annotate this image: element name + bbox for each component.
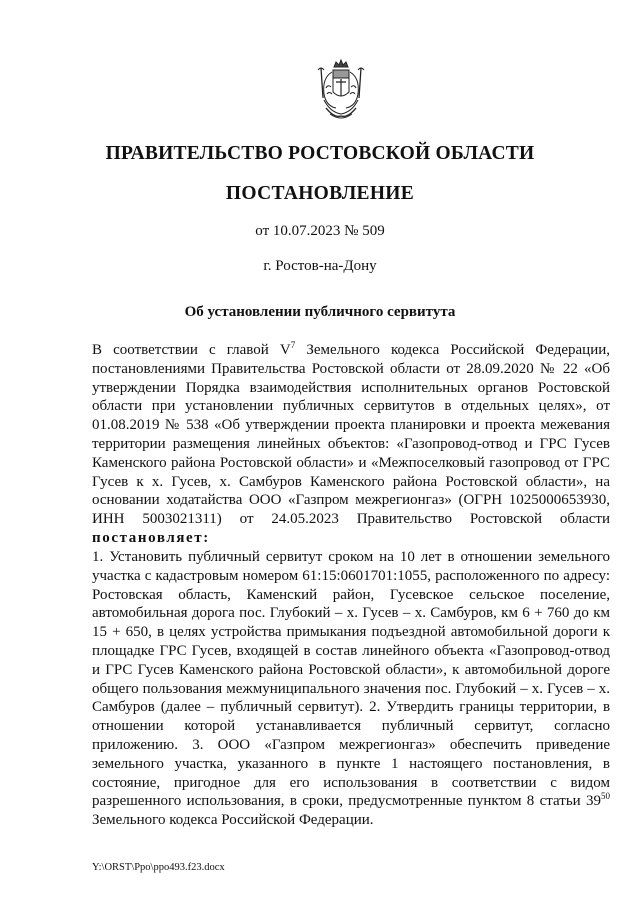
- preamble-line: постановлениями Правительства Ростовской области от 28.09.2020 № 22: [92, 360, 578, 377]
- clause-1-line: расположенного по адресу: Ростовская область, Каменский район, Гусевское: [92, 567, 611, 603]
- clauses-section: [92, 548, 610, 830]
- clause-3-line: 3. ООО «Газпром межрегионгаз» обеспечить приведение земельного: [92, 736, 611, 772]
- resolves-keyword: постановляет:: [92, 529, 210, 546]
- clause-3-text: Земельного: [92, 812, 166, 829]
- preamble-line: межевания территории размещения линейных объектов: «Газопровод-отвод: [92, 417, 611, 452]
- preamble-line: целях», от 01.08.2019 № 538 «Об утверждении проекта планировки и проекта: [92, 398, 610, 434]
- clause-3-line: участка, указанного в пункте 1 настоящего постановления, в состояние,: [92, 755, 610, 791]
- article-superscript: 50: [601, 791, 610, 802]
- preamble-line: «Об утверждении Порядка взаимодействия исполнительных органов: [92, 360, 610, 396]
- preamble-text: Ростовской области: [469, 511, 610, 528]
- clause-1-line: х. Самбуров, км 6 + 760 до км 15 + 650, в целях устройства примыкания: [92, 605, 610, 641]
- document-subject: Об установлении публичного сервитута: [184, 304, 456, 320]
- document-place: г. Ростов-на-Дону: [263, 258, 377, 274]
- preamble-text: Земельного кодекса Российской Федерации,: [295, 342, 610, 358]
- preamble-line: газопровод от ГРС Гусев к х. Гусев, х. Самбуров Каменского района: [92, 454, 611, 490]
- clause-2-line: публичный сервитут, согласно приложению.: [92, 718, 610, 753]
- clause-1-line: подъездной автомобильной дороги к площадке ГРС Гусев, входящей в состав: [92, 624, 610, 659]
- chapter-superscript: 7: [290, 340, 296, 350]
- clause-1-line: земельного участка с кадастровым номером 61:15:0601701:1055,: [92, 549, 611, 584]
- preamble-line: Ростовской области при установлении публичных сервитутов в отдельных: [92, 379, 610, 415]
- clause-1-line: Ростовской области», к автомобильной дороге общего пользования: [92, 661, 610, 697]
- clause-1-line: сельское поселение, автомобильная дорога пос. Глубокий – х. Гусев –: [92, 586, 611, 622]
- preamble-line: и ГРС Гусев Каменского района Ростовской области» и «Межпоселковый: [92, 435, 610, 471]
- preamble-line: (ОГРН 1025000653930, ИНН 5003021311) от 24.05.2023 Правительство: [92, 492, 610, 528]
- clause-3-line: пригодное для его использования в соответствии с видом разрешенного: [92, 774, 611, 810]
- document-date-number: от 10.07.2023 № 509: [255, 223, 385, 239]
- clause-1-line: межмуниципального значения пос. Глубокий – х. Гусев – х. Самбуров (далее –: [92, 680, 611, 716]
- document-type: ПОСТАНОВЛЕНИЕ: [225, 183, 415, 204]
- clause-1-line: линейного объекта «Газопровод-отвод и ГРС Гусев Каменского района: [92, 642, 610, 678]
- preamble-paragraph: [92, 341, 610, 548]
- file-path-footer: Y:\ORST\Ppo\ppo493.f23.docx: [92, 862, 225, 873]
- clause-2-line: 2. Утвердить границы территории, в отношении которой устанавливается: [92, 699, 611, 735]
- clause-3-line: кодекса Российской Федерации.: [169, 812, 374, 829]
- preamble-line: Ростовской области», на основании ходатайства ООО «Газпром межрегионгаз»: [92, 473, 610, 509]
- rostov-oblast-coat-of-arms-icon: [312, 58, 370, 126]
- clause-3-text: использования, в сроки, предусмотренные пунктом 8 статьи 39: [186, 793, 601, 810]
- clause-1-line: 1. Установить публичный сервитут сроком на 10 лет в отношении: [92, 549, 533, 565]
- government-title: ПРАВИТЕЛЬСТВО РОСТОВСКОЙ ОБЛАСТИ: [105, 143, 535, 164]
- clause-1-line: публичный сервитут).: [220, 699, 364, 716]
- preamble-text: В соответствии с главой V: [92, 342, 291, 358]
